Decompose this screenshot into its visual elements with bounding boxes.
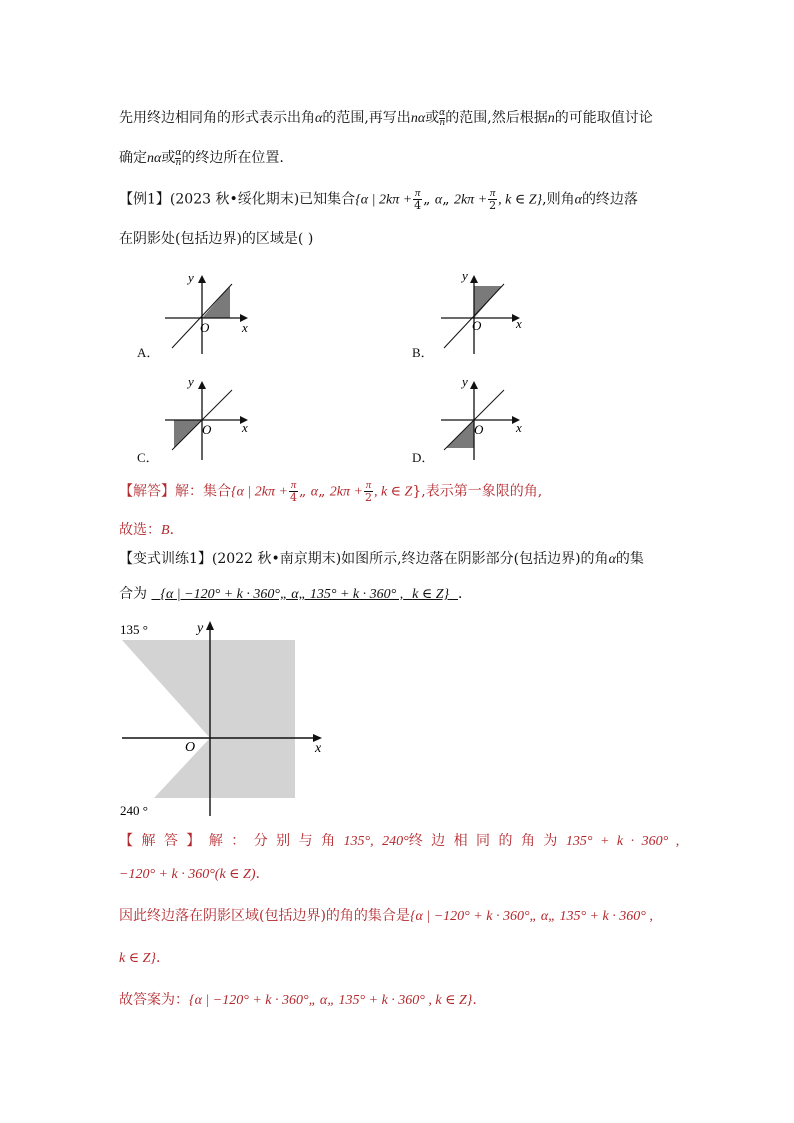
x-axis-label: x	[242, 420, 248, 435]
set-expression: {α | 2kπ +	[231, 484, 288, 500]
origin-label: O	[202, 422, 212, 437]
option-d-label[interactable]: D．	[412, 450, 435, 465]
n-alpha-symbol: nα	[147, 151, 162, 166]
answer1-line-2	[119, 520, 184, 541]
fraction-denominator: 2	[364, 491, 372, 504]
y-axis-arrow	[470, 275, 478, 283]
answer2-line-5	[119, 990, 477, 1011]
fraction-denominator: n	[439, 117, 446, 128]
fraction-denominator: 2	[489, 199, 497, 212]
example-source: (2023 秋•绥化期末)已知集合	[169, 191, 356, 208]
fraction-numerator: π	[365, 479, 372, 491]
fraction-denominator: 4	[289, 491, 297, 504]
answer2-line-2	[119, 864, 260, 885]
intro-text: 的范围,然后根据	[445, 110, 548, 126]
leq-symbol: „	[298, 483, 307, 500]
period: .	[255, 866, 260, 882]
fraction-numerator: α	[175, 147, 182, 158]
set-expression: k ∈ Z}	[119, 951, 156, 966]
degree-value: 135°,	[343, 834, 374, 849]
label-135: 135 °	[120, 622, 148, 637]
alpha-symbol: α	[315, 111, 323, 126]
variant-answer: k ∈ Z}	[412, 587, 450, 602]
variant1-line-1	[119, 549, 644, 570]
intro-text: 确定	[119, 150, 147, 166]
variant-text: (2022 秋•南京期末)如图所示,终边落在阴影部分(包括边界)的角	[211, 551, 609, 567]
x-axis-label: x	[242, 320, 248, 335]
option-c-figure	[160, 372, 260, 464]
intro-line-2	[119, 148, 284, 169]
origin-label: O	[474, 422, 484, 437]
shaded-upper-region	[122, 640, 295, 738]
question-text: 在阴影处(包括边界)的区域是( )	[119, 231, 314, 247]
example-tag: 【例1】	[119, 191, 170, 208]
final-answer-label: 故答案为：	[119, 992, 189, 1008]
intro-text: 的范围,再写出	[322, 110, 411, 126]
y-axis-label: y	[462, 268, 468, 283]
alpha-symbol: α	[608, 552, 616, 567]
answer1-line-1: 【解答】解：集合{α | 2kπ + $\frac{\pi}{4}$ „ α„ 2kπ + $\frac{\pi}{2}$ , k ∈ Z},表示第一象限的角,	[119, 479, 543, 504]
option-a-label[interactable]: A．	[137, 345, 160, 360]
intro-text: 先用终边相同角的形式表示出角	[119, 110, 315, 126]
example1-line-1	[119, 188, 638, 211]
fraction-numerator: α	[439, 107, 446, 118]
final-answer-expression: {α | −120° + k · 360°„ α„ 135° + k · 360° , k ∈ Z}	[189, 993, 473, 1008]
set-expression: 2kπ +	[453, 192, 488, 208]
intro-text: 的终边所在位置.	[181, 150, 284, 166]
intro-line-1	[119, 108, 653, 129]
set-expression: {α | −120° + k · 360°„ α„ 135° + k · 360° ,	[409, 909, 653, 924]
variant1-line-2	[119, 584, 472, 605]
answer-text: 因此终边落在阴影区域(包括边界)的角的集合是	[119, 908, 410, 924]
label-240: 240 °	[120, 803, 148, 818]
y-axis-label: y	[188, 270, 194, 285]
pi-over-2-fraction	[488, 188, 497, 211]
answer-tag: 【 解 答 】	[119, 833, 201, 849]
degree-value: 240°	[382, 834, 409, 849]
period: .	[155, 950, 161, 966]
alpha-symbol: α	[310, 484, 319, 500]
y-axis-label: y	[197, 621, 204, 636]
origin-label: O	[200, 320, 210, 335]
example1-line-2	[119, 229, 313, 249]
y-axis-label: y	[188, 374, 194, 389]
answer-text: },表示第一象限的角,	[412, 483, 543, 500]
alpha-symbol: α	[574, 192, 582, 208]
fraction-denominator: n	[175, 157, 182, 168]
origin-label: O	[185, 740, 196, 755]
question-text: 的终边落	[581, 191, 638, 208]
y-axis-arrow	[470, 381, 478, 389]
answer-text: 解：集合	[175, 483, 231, 500]
y-axis-arrow	[206, 621, 214, 630]
period: ．	[458, 586, 473, 602]
answer-tag: 【解答】	[119, 483, 175, 500]
answer-text: 终 边 相 同 的 角 为	[408, 833, 558, 849]
leq-symbol: „	[318, 483, 326, 500]
option-a-figure	[160, 266, 260, 358]
shaded-lower-region	[154, 738, 295, 798]
intro-text: 或	[161, 150, 176, 166]
x-axis-label: x	[516, 420, 522, 435]
answer-blank	[151, 586, 458, 602]
pi-over-4-fraction	[289, 480, 298, 503]
alpha-symbol: α	[434, 192, 443, 208]
answer2-line-3	[119, 906, 653, 927]
angle-expression: −120° + k · 360°(k ∈ Z)	[119, 867, 256, 882]
y-axis-arrow	[198, 381, 206, 389]
variant-text: 的集	[615, 551, 644, 567]
leq-symbol: „	[423, 191, 431, 208]
option-b-figure	[436, 266, 536, 358]
choice-value: B	[161, 523, 170, 538]
period: .	[472, 992, 477, 1008]
intro-text: 或	[425, 110, 440, 126]
answer2-line-4	[119, 948, 160, 969]
fraction-numerator: π	[489, 187, 496, 199]
pi-over-4-fraction	[413, 188, 422, 211]
choice-label: 故选：	[119, 522, 161, 538]
angle-expression: 135° + k · 360° ,	[565, 834, 680, 849]
variant-answer: {α | −120° + k · 360°„ α„ 135° + k · 360° ,	[160, 587, 404, 602]
intro-text: 的可能取值讨论	[554, 110, 653, 126]
option-b-label[interactable]: B．	[412, 345, 434, 360]
n-alpha-symbol: nα	[410, 111, 426, 126]
fraction-denominator: 4	[414, 199, 422, 212]
question-text: ,则角	[542, 191, 575, 208]
option-d-figure	[436, 372, 536, 464]
y-axis-label: y	[462, 374, 468, 389]
x-axis-label: x	[516, 316, 522, 331]
variant-figure	[118, 618, 338, 818]
pi-over-2-fraction	[364, 480, 373, 503]
origin-label: O	[472, 318, 482, 333]
x-axis-label: x	[315, 741, 322, 756]
y-axis-arrow	[198, 275, 206, 283]
answer2-line-1	[119, 831, 679, 852]
fraction-numerator: π	[414, 187, 421, 199]
fraction-numerator: π	[290, 479, 297, 491]
answer-text: 解 ： 分 别 与 角	[208, 833, 336, 849]
leq-symbol: „	[442, 191, 450, 208]
option-c-label[interactable]: C．	[137, 450, 159, 465]
variant-tag: 【变式训练1】	[119, 551, 212, 567]
period: ．	[169, 522, 184, 538]
variant-text: 合为	[119, 586, 147, 602]
n-symbol: n	[547, 111, 555, 126]
set-expression: , k ∈ Z}	[498, 192, 543, 208]
set-expression: {α | 2kπ +	[355, 192, 413, 208]
set-expression: 2kπ +	[329, 484, 363, 500]
